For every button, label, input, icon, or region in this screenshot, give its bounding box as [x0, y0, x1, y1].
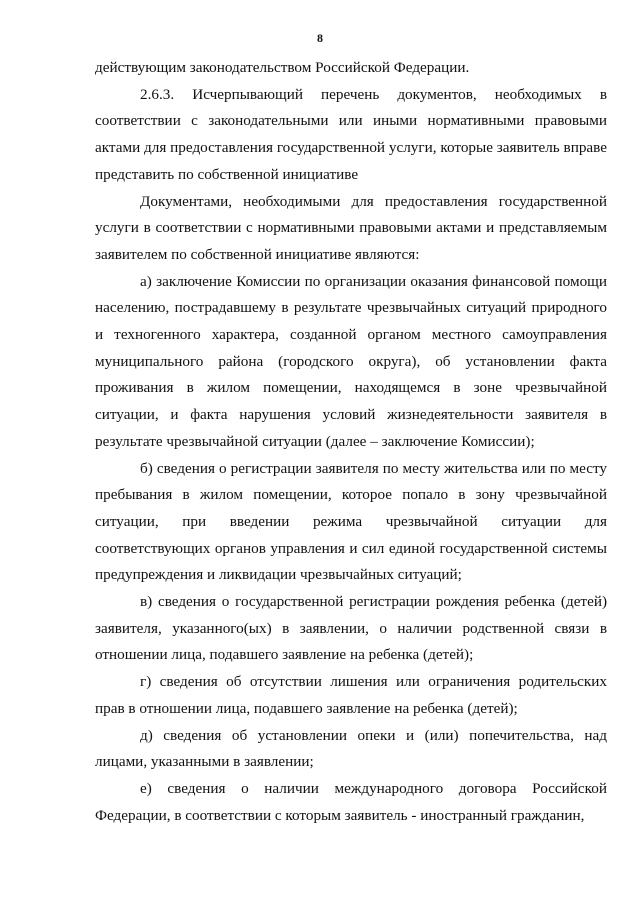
- list-item-d: д) сведения об установлении опеки и (или) попечительства, над лицами, указанными в заявлении;: [95, 726, 607, 771]
- list-item-g: г) сведения об отсутствии лишения или ограничения родительских прав в отношении лица, подавшего заявление на ребенка (детей);: [95, 673, 607, 717]
- document-body: [95, 55, 607, 829]
- paragraph-continuation: действующим законодательством Российской Федерации.: [95, 59, 470, 76]
- list-item-e: е) сведения о наличии международного договора Российской Федерации, в соответствии с которым заявитель - иностранный гражданин,: [95, 779, 607, 824]
- paragraph-documents-intro: Документами, необходимыми для предоставления государственной услуги в соответствии с нормативными правовыми актами и представляемым заявителем по собственной инициативе являются:: [95, 192, 607, 263]
- page-number: 8: [317, 31, 323, 45]
- list-item-a: а) заключение Комиссии по организации оказания финансовой помощи населению, пострадавшему в результате чрезвычайных ситуаций природного и техногенного характера, созданной органом местного самоуправления муниципального района (городского округа), об установлении факта проживания в жилом помещении, находящемся в зоне чрезвычайной ситуации, и факта нарушения условий жизнедеятельности заявителя в результате чрезвычайной ситуации (далее – заключение Комиссии);: [95, 272, 607, 450]
- list-item-v: в) сведения о государственной регистрации рождения ребенка (детей) заявителя, указанного(ых) в заявлении, о наличии родственной связи в отношении лица, подавшего заявление на ребенка (детей);: [95, 593, 607, 664]
- list-item-b: б) сведения о регистрации заявителя по месту жительства или по месту пребывания в жилом помещении, которое попало в зону чрезвычайной ситуации, при введении режима чрезвычайной ситуации для соответствующих органов управления и сил единой государственной системы предупреждения и ликвидации чрезвычайных ситуаций;: [95, 459, 607, 584]
- paragraph-section-2-6-3: 2.6.3. Исчерпывающий перечень документов, необходимых в соответствии с законодательными или иными нормативными правовыми актами для предоставления государственной услуги, которые заявитель вправе представить по собственной инициативе: [95, 85, 607, 183]
